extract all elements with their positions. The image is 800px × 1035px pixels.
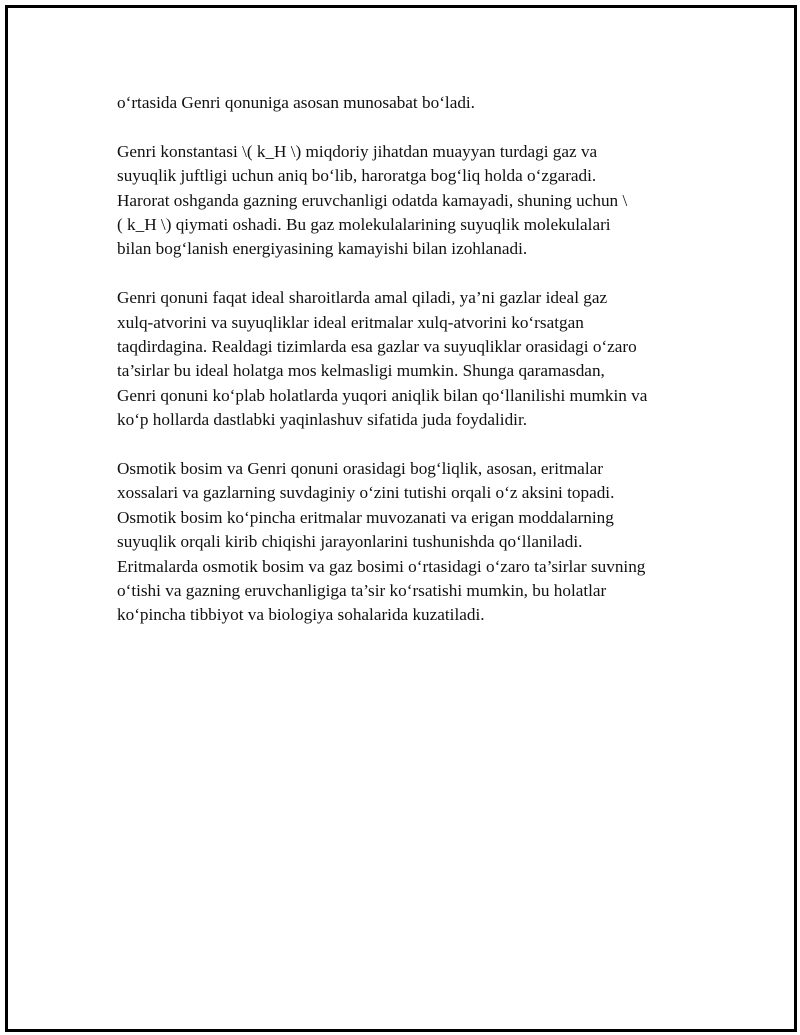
text-line: Harorat oshganda gazning eruvchanligi odatda kamayadi, shuning uchun \ [117,190,628,210]
text-line: suyuqlik orqali kirib chiqishi jarayonlarini tushunishda qo‘llaniladi. [117,532,583,552]
text-line: suyuqlik juftligi uchun aniq bo‘lib, haroratga bog‘liq holda o‘zgaradi. [117,166,597,186]
paragraph [117,140,697,262]
text-line: ko‘pincha tibbiyot va biologiya sohalarida kuzatiladi. [117,605,485,625]
text-line: ( k_H \) qiymati oshadi. Bu gaz molekulalarining suyuqlik molekulalari [117,215,611,235]
paragraph [117,457,697,628]
text-line: taqdirdagina. Realdagi tizimlarda esa gazlar va suyuqliklar orasidagi o‘zaro [117,337,637,357]
text-line: Genri qonuni ko‘plab holatlarda yuqori aniqlik bilan qo‘llanilishi mumkin va [117,385,648,405]
text-line: Eritmalarda osmotik bosim va gaz bosimi o‘rtasidagi o‘zaro ta’sirlar suvning [117,556,646,576]
text-line: bilan bog‘lanish energiyasining kamayishi bilan izohlanadi. [117,239,528,259]
paragraph [117,286,697,432]
text-line: Osmotik bosim ko‘pincha eritmalar muvozanati va erigan moddalarning [117,507,614,527]
text-line: Genri qonuni faqat ideal sharoitlarda amal qiladi, ya’ni gazlar ideal gaz [117,288,608,308]
text-line: ta’sirlar bu ideal holatga mos kelmasligi mumkin. Shunga qaramasdan, [117,361,605,381]
text-line: Genri konstantasi \( k_H \) miqdoriy jihatdan muayyan turdagi gaz va [117,141,598,161]
text-line: xulq-atvorini va suyuqliklar ideal eritmalar xulq-atvorini ko‘rsatgan [117,312,584,332]
text-line: xossalari va gazlarning suvdaginiy o‘zini tutishi orqali o‘z aksini topadi. [117,483,615,503]
document-body [117,91,697,652]
paragraph [117,91,697,115]
text-line: Osmotik bosim va Genri qonuni orasidagi bog‘liqlik, asosan, eritmalar [117,459,603,479]
text-line: o‘rtasida Genri qonuniga asosan munosabat bo‘ladi. [117,93,475,112]
text-line: o‘tishi va gazning eruvchanligiga ta’sir ko‘rsatishi mumkin, bu holatlar [117,581,607,601]
text-line: ko‘p hollarda dastlabki yaqinlashuv sifatida juda foydalidir. [117,410,528,430]
